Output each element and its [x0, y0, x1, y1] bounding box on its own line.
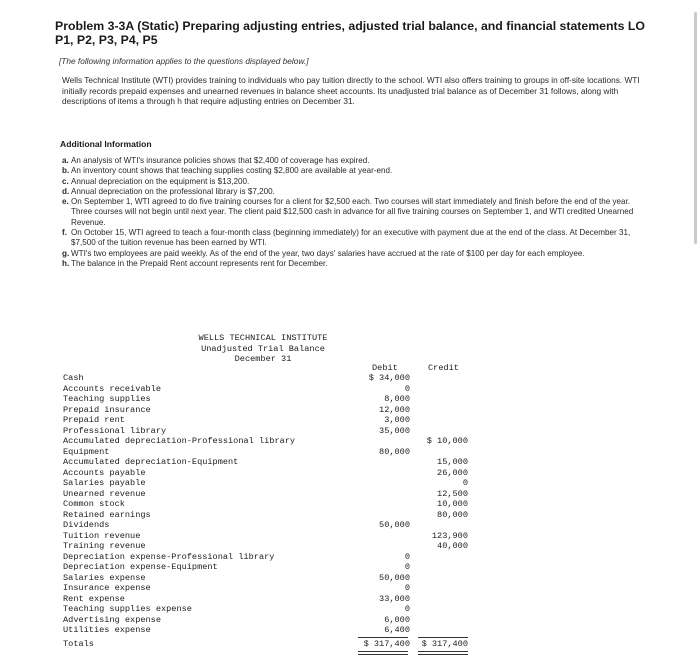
item-text: Annual depreciation on the professional library is $7,200. — [71, 186, 275, 196]
account-names-column — [63, 373, 295, 636]
debit-amount — [340, 457, 410, 468]
credit-amount — [410, 384, 468, 395]
item-text: On September 1, WTI agreed to do five training courses for a client for $2,500 each. Two courses will start immediately and finish before the end of the year. Three courses will not begin until next year. The client paid $12,500 cash in advance for all five training courses on September 1, and WTI credited Unearned Revenue. — [71, 197, 634, 227]
trial-balance-header — [188, 333, 338, 365]
account-name: Equipment — [63, 446, 110, 457]
account-name: Accounts receivable — [63, 383, 161, 394]
debit-subtotal-rule — [358, 637, 408, 638]
item-letter: h. — [62, 258, 70, 268]
account-name: Unearned revenue — [63, 488, 146, 499]
account-name: Retained earnings — [63, 509, 151, 520]
item-text: Annual depreciation on the equipment is $13,200. — [71, 176, 250, 186]
debit-amount: 6,000 — [384, 614, 410, 625]
debit-amount: 33,000 — [379, 593, 410, 604]
credit-amount: $ 10,000 — [426, 436, 468, 446]
account-name: Cash — [63, 373, 84, 383]
credit-amount — [410, 394, 468, 405]
credit-total-double-rule — [418, 651, 468, 655]
credit-amount — [410, 625, 468, 636]
debit-amount: 3,000 — [384, 415, 410, 425]
credit-amount: 15,000 — [437, 457, 468, 467]
instructions-note: [The following information applies to the questions displayed below.] — [59, 56, 309, 66]
debit-amount: 35,000 — [379, 425, 410, 436]
credit-amount: 40,000 — [437, 541, 468, 551]
credit-amount: 0 — [462, 478, 468, 488]
account-name: Prepaid rent — [63, 415, 125, 425]
intro-paragraph: Wells Technical Institute (WTI) provides training to individuals who pay tuition directly to the school. WTI also offers training to groups in off-site locations. WTI initially records prepaid expenses and unearned revenues in balance sheet accounts. Its unadjusted trial balance as of December 31 follows, along with descriptions of items a through h that require adjusting entries on December 31. — [62, 75, 640, 106]
credit-amount — [410, 615, 468, 626]
item-text: WTI's two employees are paid weekly. As of the end of the year, two days' salaries have accrued at the rate of $100 per day for each employee. — [71, 248, 585, 258]
debit-amount: 80,000 — [379, 446, 410, 457]
credit-amount: 123,900 — [431, 530, 468, 541]
debit-amount: 50,000 — [379, 572, 410, 583]
account-name: Depreciation expense-Equipment — [63, 562, 218, 572]
account-name: Accumulated depreciation-Equipment — [63, 457, 239, 467]
total-debit: $ 317,400 — [363, 639, 410, 649]
account-name: Common stock — [63, 499, 125, 509]
credit-amount — [410, 552, 468, 563]
debit-amount: 6,400 — [384, 625, 410, 635]
company-name: WELLS TECHNICAL INSTITUTE — [198, 333, 328, 343]
info-item — [62, 156, 637, 166]
account-name: Dividends — [63, 520, 110, 530]
additional-information-list — [62, 156, 637, 269]
credit-amount — [410, 426, 468, 437]
credit-amount — [410, 573, 468, 584]
credit-subtotal-rule — [418, 637, 468, 638]
account-name: Teaching supplies expense — [63, 604, 192, 614]
additional-information-heading: Additional Information — [60, 139, 152, 149]
debit-amount: 0 — [404, 383, 410, 394]
item-letter: d. — [62, 186, 70, 196]
report-name: Unadjusted Trial Balance — [201, 343, 325, 354]
item-text: An analysis of WTI's insurance policies shows that $2,400 of coverage has expired. — [71, 156, 370, 165]
item-letter: f. — [62, 228, 67, 238]
info-item — [62, 249, 637, 259]
account-name: Prepaid insurance — [63, 404, 151, 415]
debit-amount: 0 — [404, 604, 410, 614]
debit-amounts-column — [340, 373, 410, 636]
account-name: Salaries expense — [63, 572, 146, 583]
item-letter: g. — [62, 248, 70, 258]
debit-amount — [340, 468, 410, 479]
credit-amount: 10,000 — [437, 499, 468, 509]
item-text: The balance in the Prepaid Rent account represents rent for December. — [71, 258, 328, 268]
credit-amount — [410, 415, 468, 426]
debit-amount: 0 — [404, 551, 410, 562]
credit-amount — [410, 562, 468, 573]
report-date: December 31 — [234, 354, 292, 364]
account-name: Teaching supplies — [63, 394, 151, 404]
credit-amount — [410, 447, 468, 458]
credit-amount: 80,000 — [437, 509, 468, 520]
info-item — [62, 166, 637, 176]
account-name: Advertising expense — [63, 614, 161, 625]
item-letter: e. — [62, 197, 69, 207]
debit-amount — [340, 489, 410, 500]
item-text: On October 15, WTI agreed to teach a four-month class (beginning immediately) for an executive with payment due at the end of the class. At December 31, $7,500 of the tuition revenue has been earned by WTI. — [71, 228, 631, 248]
debit-amount — [340, 510, 410, 521]
credit-amount: 26,000 — [437, 467, 468, 478]
item-text: An inventory count shows that teaching supplies costing $2,800 are available at year-end. — [71, 166, 393, 176]
debit-total-double-rule — [358, 651, 408, 655]
info-item — [62, 259, 637, 269]
item-letter: c. — [62, 176, 69, 186]
debit-amount — [340, 531, 410, 542]
account-name: Accounts payable — [63, 467, 146, 478]
page-scrollbar[interactable] — [694, 12, 697, 244]
totals-label: Totals — [63, 639, 94, 649]
debit-amount — [340, 499, 410, 510]
info-item — [62, 228, 637, 249]
credit-amount: 12,500 — [437, 488, 468, 499]
debit-amount — [340, 541, 410, 552]
info-item — [62, 197, 637, 228]
debit-amount: 0 — [404, 562, 410, 572]
credit-amount — [410, 405, 468, 416]
debit-amount — [340, 436, 410, 447]
credit-column-header: Credit — [428, 363, 459, 373]
problem-title: Problem 3-3A (Static) Preparing adjusting entries, adjusted trial balance, and financial statements LO P1, P2, P3, P4, P5 — [55, 19, 645, 47]
item-letter: b. — [62, 166, 70, 176]
credit-amounts-column — [410, 373, 468, 636]
account-name: Professional library — [63, 425, 167, 436]
credit-amount — [410, 604, 468, 615]
credit-amount — [410, 583, 468, 594]
account-name: Rent expense — [63, 593, 125, 604]
debit-amount: 0 — [404, 583, 410, 593]
account-name: Tuition revenue — [63, 530, 141, 541]
account-name: Accumulated depreciation-Professional library — [63, 436, 296, 446]
account-name: Training revenue — [63, 541, 146, 551]
debit-column-header: Debit — [372, 363, 398, 373]
debit-amount: 8,000 — [384, 394, 410, 404]
credit-amount — [410, 594, 468, 605]
credit-amount — [410, 520, 468, 531]
debit-amount: 50,000 — [379, 520, 410, 530]
item-letter: a. — [62, 156, 69, 165]
account-name: Salaries payable — [63, 478, 146, 488]
account-name: Insurance expense — [63, 583, 151, 593]
debit-amount: 12,000 — [379, 404, 410, 415]
debit-amount — [340, 478, 410, 489]
debit-amount: $ 34,000 — [368, 373, 410, 383]
credit-amount — [410, 373, 468, 384]
info-item — [62, 177, 637, 187]
info-item — [62, 187, 637, 197]
account-name: Depreciation expense-Professional library — [63, 551, 275, 562]
account-name: Utilities expense — [63, 625, 151, 635]
total-credit: $ 317,400 — [421, 639, 468, 649]
